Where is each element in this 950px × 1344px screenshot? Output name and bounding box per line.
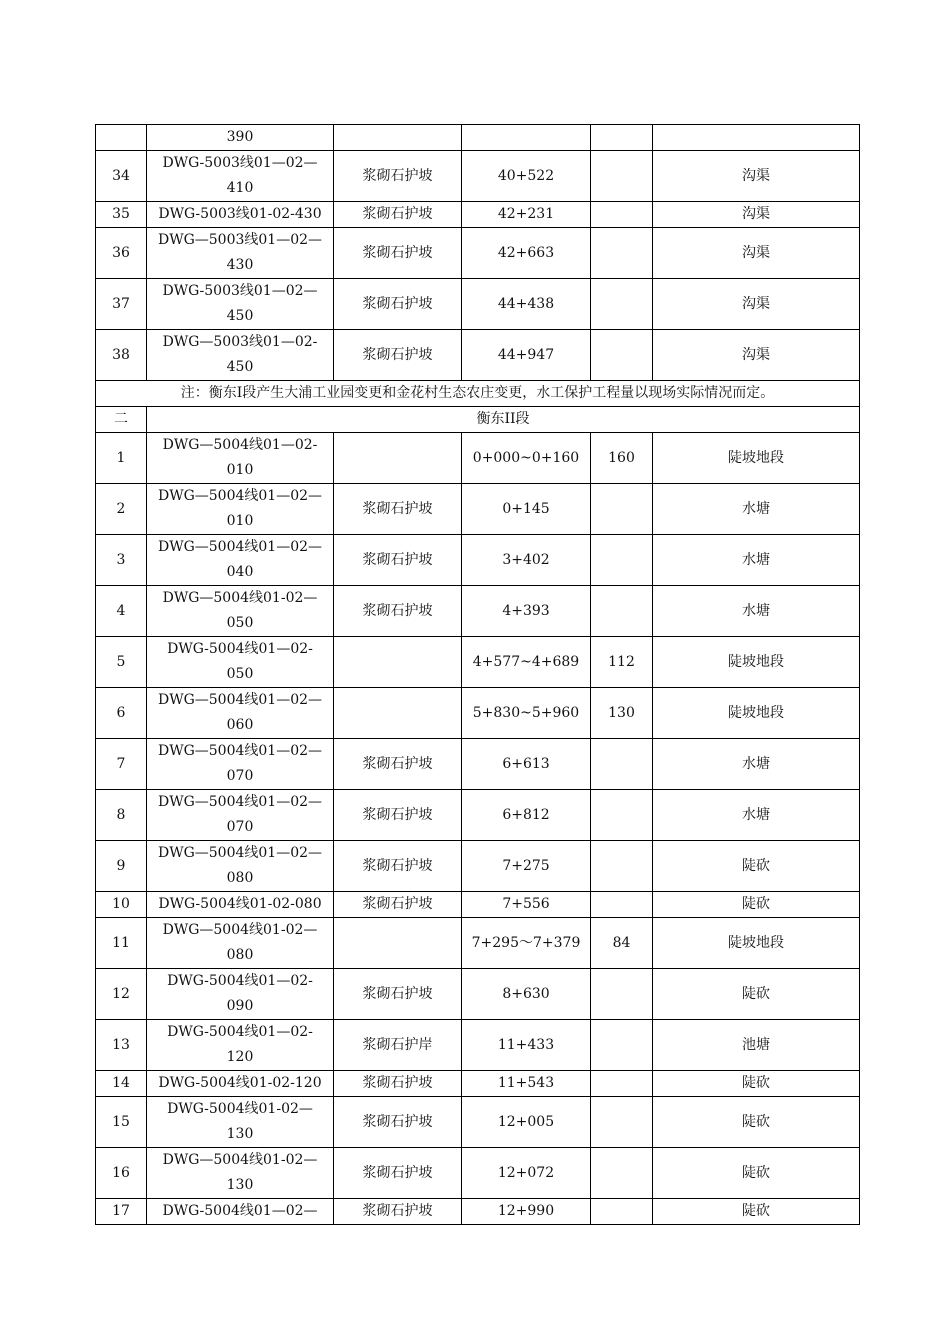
- remark: 水塘: [742, 500, 770, 517]
- length-cell: [591, 841, 653, 892]
- table-row: [96, 637, 860, 688]
- protection-type: 浆砌石护坡: [362, 1113, 433, 1130]
- protection-type-cell: [334, 125, 462, 151]
- table-row: [96, 790, 860, 841]
- remark-cell: [653, 228, 860, 279]
- drawing-number: DWG-5003线01—02— 450: [162, 283, 318, 324]
- row-number: 9: [116, 857, 126, 874]
- drawing-number-cell: [147, 125, 334, 151]
- drawing-number: DWG-5004线01-02-080: [158, 896, 322, 912]
- length-cell: [591, 202, 653, 228]
- note-section: [96, 381, 860, 433]
- protection-type-cell: [334, 969, 462, 1020]
- row-number-cell: [96, 637, 147, 688]
- remark-cell: [653, 125, 860, 151]
- table-row: [96, 228, 860, 279]
- table-row: [96, 1097, 860, 1148]
- row-number-cell: [96, 1071, 147, 1097]
- drawing-number-cell: [147, 918, 334, 969]
- station-cell: [462, 433, 591, 484]
- protection-type-cell: [334, 330, 462, 381]
- drawing-number-cell: [147, 790, 334, 841]
- station-cell: [462, 125, 591, 151]
- station: 0+145: [502, 500, 550, 517]
- protection-type-cell: [334, 228, 462, 279]
- remark: 陡砍: [742, 1113, 770, 1130]
- remark-cell: [653, 1020, 860, 1071]
- table-row: [96, 586, 860, 637]
- station: 4+577~4+689: [472, 653, 580, 670]
- drawing-number-cell: [147, 1097, 334, 1148]
- row-number: 1: [116, 449, 126, 466]
- row-number-cell: [96, 586, 147, 637]
- protection-type-cell: [334, 433, 462, 484]
- length-cell: [591, 484, 653, 535]
- row-number: 17: [112, 1203, 130, 1219]
- remark-cell: [653, 151, 860, 202]
- remark-cell: [653, 202, 860, 228]
- station-cell: [462, 790, 591, 841]
- station: 6+613: [502, 755, 550, 772]
- remark-cell: [653, 330, 860, 381]
- row-number: 13: [112, 1036, 130, 1053]
- drawing-number-cell: [147, 1148, 334, 1199]
- row-number-cell: [96, 125, 147, 151]
- protection-type-cell: [334, 202, 462, 228]
- drawing-number: DWG—5003线01—02- 450: [162, 334, 318, 375]
- station-cell: [462, 892, 591, 918]
- remark-cell: [653, 1071, 860, 1097]
- drawing-number: DWG—5004线01—02— 060: [157, 692, 323, 733]
- station-cell: [462, 1020, 591, 1071]
- station-cell: [462, 1199, 591, 1225]
- station: 12+005: [497, 1113, 555, 1130]
- protection-type: 浆砌石护坡: [362, 602, 433, 619]
- station: 11+543: [497, 1075, 555, 1091]
- section-2-rows: [96, 433, 860, 1225]
- row-number-cell: [96, 1097, 147, 1148]
- row-number-cell: [96, 969, 147, 1020]
- remark-cell: [653, 969, 860, 1020]
- protection-type: 浆砌石护坡: [362, 167, 433, 184]
- drawing-number: DWG—5003线01—02— 430: [157, 232, 323, 273]
- table-row: [96, 279, 860, 330]
- remark-cell: [653, 892, 860, 918]
- remark-cell: [653, 1199, 860, 1225]
- length-cell: [591, 892, 653, 918]
- drawing-number-cell: [147, 151, 334, 202]
- protection-type-cell: [334, 688, 462, 739]
- remark: 水塘: [742, 755, 770, 772]
- protection-type-cell: [334, 841, 462, 892]
- protection-type: 浆砌石护坡: [362, 500, 433, 517]
- drawing-number-cell: [147, 1071, 334, 1097]
- protection-type: 浆砌石护坡: [362, 295, 433, 312]
- row-number-cell: [96, 918, 147, 969]
- protection-type: 浆砌石护坡: [362, 206, 433, 222]
- station-cell: [462, 228, 591, 279]
- length-cell: [591, 969, 653, 1020]
- remark-cell: [653, 918, 860, 969]
- table-row: [96, 918, 860, 969]
- protection-type: 浆砌石护坡: [362, 806, 433, 823]
- station-cell: [462, 484, 591, 535]
- protection-works-table: [95, 124, 860, 1225]
- drawing-number: DWG-5004线01—02- 050: [167, 641, 313, 682]
- station: 12+072: [497, 1164, 555, 1181]
- table-row: [96, 151, 860, 202]
- station: 44+438: [497, 295, 555, 312]
- length-cell: [591, 1148, 653, 1199]
- length-cell: [591, 1199, 653, 1225]
- protection-type: 浆砌石护坡: [362, 244, 433, 261]
- remark: 沟渠: [742, 167, 770, 184]
- drawing-number: DWG-5004线01-02-120: [158, 1075, 322, 1091]
- station: 4+393: [502, 602, 550, 619]
- drawing-number-cell: [147, 202, 334, 228]
- remark-cell: [653, 279, 860, 330]
- drawing-number-cell: [147, 330, 334, 381]
- table-row: [96, 125, 860, 151]
- drawing-number-cell: [147, 1020, 334, 1071]
- drawing-number-cell: [147, 279, 334, 330]
- remark: 陡砍: [742, 985, 770, 1002]
- row-number: 4: [116, 602, 126, 619]
- row-number-cell: [96, 790, 147, 841]
- drawing-number-cell: [147, 586, 334, 637]
- drawing-number-cell: [147, 535, 334, 586]
- remark: 陡砍: [742, 857, 770, 874]
- remark: 陡砍: [742, 1075, 770, 1091]
- row-number-cell: [96, 1199, 147, 1225]
- station: 11+433: [497, 1036, 555, 1053]
- station: 7+275: [502, 857, 550, 874]
- row-number-cell: [96, 433, 147, 484]
- table-row: [96, 202, 860, 228]
- length-cell: [591, 151, 653, 202]
- row-number: 5: [116, 653, 126, 670]
- length-cell: [591, 739, 653, 790]
- remark: 陡坡地段: [728, 704, 784, 721]
- length-cell: [591, 228, 653, 279]
- table-row: [96, 1148, 860, 1199]
- drawing-number: DWG—5004线01—02— 080: [157, 845, 323, 886]
- drawing-number: DWG—5004线01—02— 010: [157, 488, 323, 529]
- section-1-rows: [96, 125, 860, 381]
- remark: 沟渠: [742, 346, 770, 363]
- row-number-cell: [96, 535, 147, 586]
- station-cell: [462, 279, 591, 330]
- section-header-row: [96, 407, 860, 433]
- length: 130: [608, 704, 635, 721]
- station-cell: [462, 841, 591, 892]
- length: 112: [608, 653, 635, 670]
- drawing-number-cell: [147, 841, 334, 892]
- remark: 陡砍: [742, 896, 770, 912]
- remark: 水塘: [742, 551, 770, 568]
- section-title: 衡东II段: [147, 407, 860, 433]
- station-cell: [462, 1097, 591, 1148]
- row-number: 15: [112, 1113, 130, 1130]
- drawing-number: DWG-5004线01—02- 120: [167, 1024, 313, 1065]
- remark-cell: [653, 739, 860, 790]
- drawing-number: DWG—5004线01—02- 010: [162, 437, 318, 478]
- table-row: [96, 969, 860, 1020]
- table-row: [96, 1020, 860, 1071]
- length-cell: [591, 330, 653, 381]
- length: 160: [608, 449, 635, 466]
- remark-cell: [653, 1148, 860, 1199]
- row-number: 8: [116, 806, 126, 823]
- table-note: 注：衡东Ⅰ段产生大浦工业园变更和金花村生态农庄变更，水工保护工程量以现场实际情况而定。: [96, 381, 860, 407]
- row-number: 6: [116, 704, 126, 721]
- row-number-cell: [96, 279, 147, 330]
- drawing-number: DWG-5004线01—02- 090: [167, 973, 313, 1014]
- remark: 陡砍: [742, 1203, 770, 1219]
- station: 12+990: [497, 1203, 555, 1219]
- remark: 陡坡地段: [728, 653, 784, 670]
- length-cell: [591, 433, 653, 484]
- drawing-number: DWG—5004线01-02— 050: [162, 590, 318, 631]
- protection-type-cell: [334, 484, 462, 535]
- station: 6+812: [502, 806, 550, 823]
- remark: 陡砍: [742, 1164, 770, 1181]
- drawing-number: DWG-5004线01—02—: [162, 1203, 318, 1219]
- row-number-cell: [96, 202, 147, 228]
- remark-cell: [653, 637, 860, 688]
- remark: 陡坡地段: [728, 449, 784, 466]
- station: 40+522: [497, 167, 555, 184]
- row-number: 11: [112, 934, 130, 951]
- row-number: 7: [116, 755, 126, 772]
- length-cell: [591, 586, 653, 637]
- protection-type-cell: [334, 637, 462, 688]
- remark-cell: [653, 586, 860, 637]
- length-cell: [591, 790, 653, 841]
- station: 7+556: [502, 896, 550, 912]
- station: 42+231: [497, 206, 555, 222]
- drawing-number: DWG-5003线01—02— 410: [162, 155, 318, 196]
- table-row: [96, 330, 860, 381]
- protection-type-cell: [334, 790, 462, 841]
- protection-type-cell: [334, 1097, 462, 1148]
- row-number: 14: [112, 1075, 130, 1091]
- table-row: [96, 892, 860, 918]
- row-number-cell: [96, 151, 147, 202]
- row-number: 34: [112, 167, 130, 184]
- drawing-number: DWG-5003线01-02-430: [158, 206, 322, 222]
- station-cell: [462, 637, 591, 688]
- protection-type-cell: [334, 535, 462, 586]
- row-number-cell: [96, 739, 147, 790]
- station-cell: [462, 918, 591, 969]
- drawing-number-cell: [147, 892, 334, 918]
- drawing-number: DWG—5004线01—02— 040: [157, 539, 323, 580]
- remark: 陡坡地段: [728, 934, 784, 951]
- remark-cell: [653, 841, 860, 892]
- table-row: [96, 739, 860, 790]
- row-number: 38: [112, 346, 130, 363]
- remark: 沟渠: [742, 206, 770, 222]
- table-row: [96, 433, 860, 484]
- row-number: 10: [112, 896, 130, 912]
- station: 5+830~5+960: [472, 704, 580, 721]
- protection-type: 浆砌石护坡: [362, 1203, 433, 1219]
- drawing-number-cell: [147, 228, 334, 279]
- protection-type: 浆砌石护岸: [362, 1036, 433, 1053]
- drawing-number: DWG—5004线01-02— 080: [162, 922, 318, 963]
- table-row: [96, 841, 860, 892]
- table-row: [96, 1071, 860, 1097]
- row-number: 35: [112, 206, 130, 222]
- station-cell: [462, 1071, 591, 1097]
- station: 42+663: [497, 244, 555, 261]
- drawing-number: DWG—5004线01—02— 070: [157, 794, 323, 835]
- length-cell: [591, 279, 653, 330]
- drawing-number-cell: [147, 1199, 334, 1225]
- drawing-number-cell: [147, 688, 334, 739]
- length-cell: [591, 918, 653, 969]
- remark: 水塘: [742, 602, 770, 619]
- protection-type: 浆砌石护坡: [362, 551, 433, 568]
- station-cell: [462, 688, 591, 739]
- protection-type: 浆砌石护坡: [362, 857, 433, 874]
- remark-cell: [653, 535, 860, 586]
- remark-cell: [653, 1097, 860, 1148]
- drawing-number: DWG-5004线01-02— 130: [167, 1101, 313, 1142]
- length-cell: [591, 688, 653, 739]
- length-cell: [591, 1071, 653, 1097]
- table-row: [96, 484, 860, 535]
- protection-type: 浆砌石护坡: [362, 896, 433, 912]
- drawing-number-cell: [147, 969, 334, 1020]
- protection-type: 浆砌石护坡: [362, 1164, 433, 1181]
- station-cell: [462, 151, 591, 202]
- protection-type-cell: [334, 151, 462, 202]
- row-number: 3: [116, 551, 126, 568]
- protection-type-cell: [334, 586, 462, 637]
- drawing-number: DWG—5004线01-02— 130: [162, 1152, 318, 1193]
- protection-type: 浆砌石护坡: [362, 1075, 433, 1091]
- row-number-cell: [96, 484, 147, 535]
- protection-type: 浆砌石护坡: [362, 346, 433, 363]
- station: 7+295～7+379: [471, 934, 581, 951]
- station: 8+630: [502, 985, 550, 1002]
- length-cell: [591, 535, 653, 586]
- drawing-number-cell: [147, 739, 334, 790]
- protection-type-cell: [334, 279, 462, 330]
- length-cell: [591, 1097, 653, 1148]
- protection-type: 浆砌石护坡: [362, 985, 433, 1002]
- row-number-cell: [96, 841, 147, 892]
- protection-type-cell: [334, 1148, 462, 1199]
- drawing-number-cell: [147, 637, 334, 688]
- station: 44+947: [497, 346, 555, 363]
- station-cell: [462, 1148, 591, 1199]
- length-cell: [591, 637, 653, 688]
- remark-cell: [653, 688, 860, 739]
- length-cell: [591, 1020, 653, 1071]
- drawing-number-cell: [147, 433, 334, 484]
- row-number-cell: [96, 1148, 147, 1199]
- length-cell: [591, 125, 653, 151]
- row-number-cell: [96, 228, 147, 279]
- table-row: [96, 1199, 860, 1225]
- remark: 沟渠: [742, 244, 770, 261]
- protection-type-cell: [334, 1020, 462, 1071]
- protection-type-cell: [334, 918, 462, 969]
- table-row: [96, 688, 860, 739]
- station: 0+000~0+160: [472, 449, 580, 466]
- remark: 沟渠: [742, 295, 770, 312]
- protection-type-cell: [334, 1071, 462, 1097]
- remark: 池塘: [742, 1036, 770, 1053]
- drawing-number-cell: [147, 484, 334, 535]
- remark-cell: [653, 484, 860, 535]
- section-number: 二: [96, 407, 147, 433]
- row-number-cell: [96, 330, 147, 381]
- station-cell: [462, 586, 591, 637]
- protection-type-cell: [334, 892, 462, 918]
- row-number: 37: [112, 295, 130, 312]
- row-number: 12: [112, 985, 130, 1002]
- protection-type: 浆砌石护坡: [362, 755, 433, 772]
- length: 84: [612, 934, 631, 951]
- protection-type-cell: [334, 739, 462, 790]
- table-row: [96, 535, 860, 586]
- row-number: 2: [116, 500, 126, 517]
- row-number-cell: [96, 688, 147, 739]
- remark-cell: [653, 790, 860, 841]
- row-number: 16: [112, 1164, 130, 1181]
- protection-type-cell: [334, 1199, 462, 1225]
- drawing-number: 390: [226, 129, 254, 145]
- station-cell: [462, 330, 591, 381]
- station-cell: [462, 969, 591, 1020]
- remark-cell: [653, 433, 860, 484]
- row-number: 36: [112, 244, 130, 261]
- drawing-number: DWG—5004线01—02— 070: [157, 743, 323, 784]
- station-cell: [462, 202, 591, 228]
- station-cell: [462, 535, 591, 586]
- row-number-cell: [96, 1020, 147, 1071]
- remark: 水塘: [742, 806, 770, 823]
- station: 3+402: [502, 551, 550, 568]
- station-cell: [462, 739, 591, 790]
- row-number-cell: [96, 892, 147, 918]
